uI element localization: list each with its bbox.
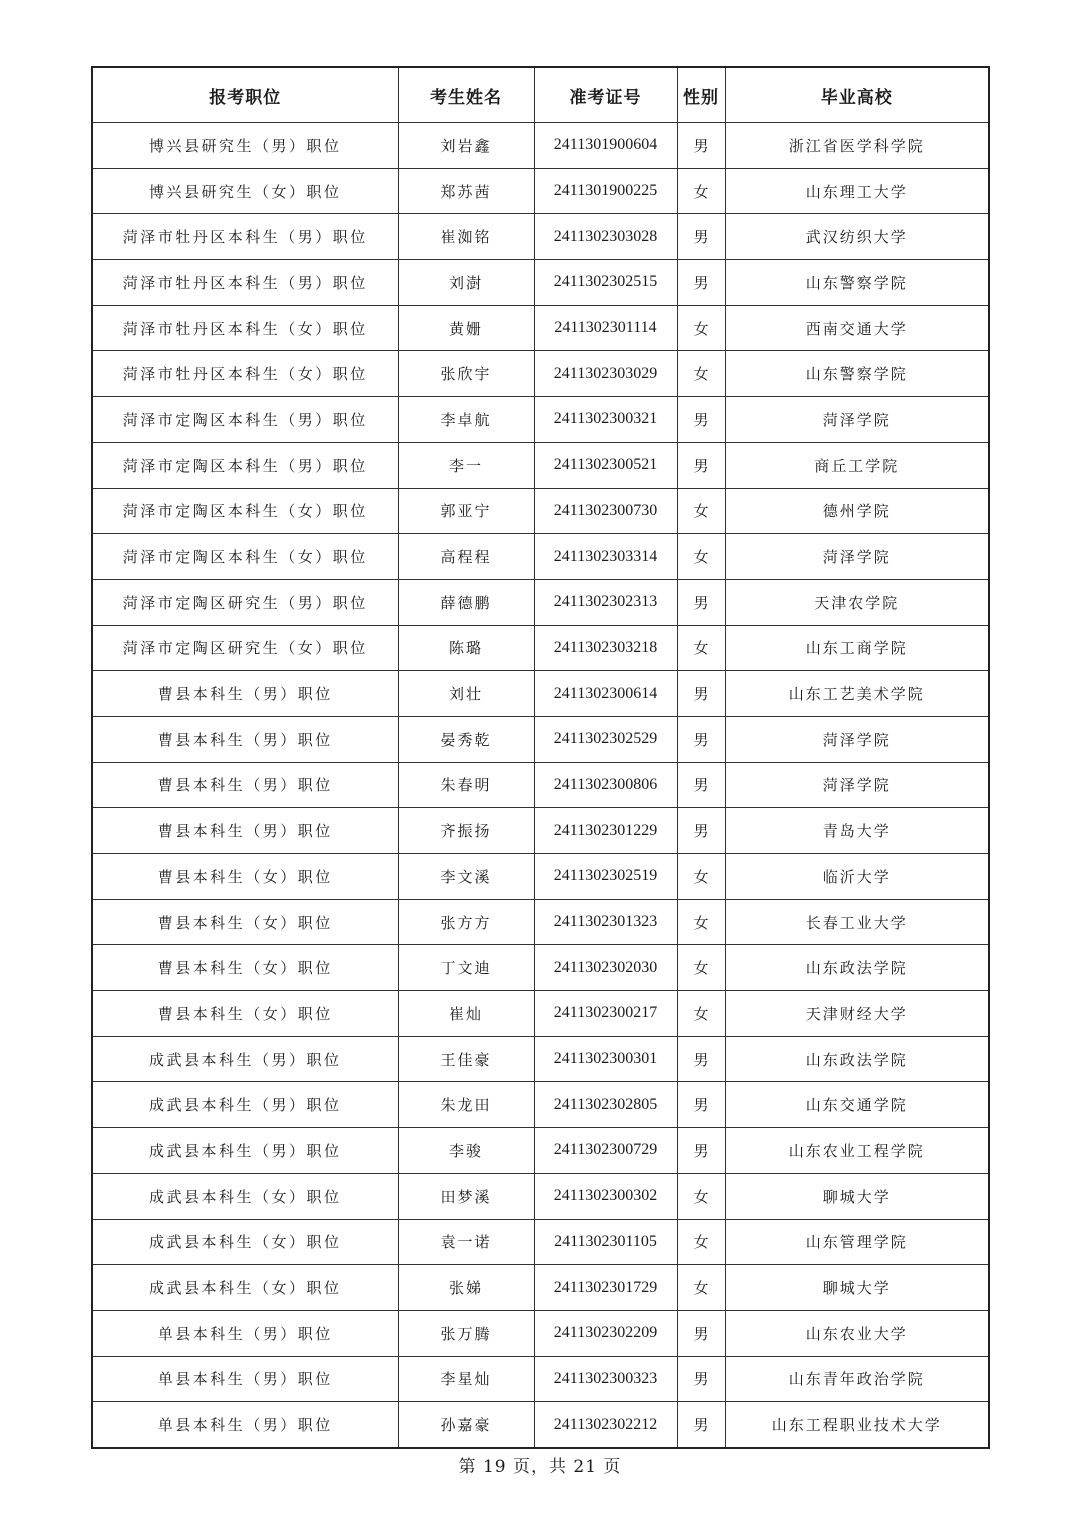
cell-gender: 女 bbox=[677, 854, 725, 900]
table-row bbox=[92, 625, 989, 671]
cell-position: 博兴县研究生（女）职位 bbox=[92, 168, 398, 214]
table-row bbox=[92, 671, 989, 717]
cell-name: 王佳豪 bbox=[398, 1036, 534, 1082]
cell-school: 浙江省医学科学院 bbox=[725, 123, 989, 169]
cell-name: 李骏 bbox=[398, 1128, 534, 1174]
cell-exam-number: 2411302300323 bbox=[534, 1356, 677, 1402]
candidate-table bbox=[91, 66, 990, 1449]
cell-gender: 男 bbox=[677, 442, 725, 488]
cell-gender: 男 bbox=[677, 1310, 725, 1356]
cell-name: 李星灿 bbox=[398, 1356, 534, 1402]
cell-gender: 男 bbox=[677, 1036, 725, 1082]
cell-position: 菏泽市牡丹区本科生（女）职位 bbox=[92, 351, 398, 397]
cell-position: 成武县本科生（女）职位 bbox=[92, 1265, 398, 1311]
cell-school: 临沂大学 bbox=[725, 854, 989, 900]
cell-school: 天津财经大学 bbox=[725, 991, 989, 1037]
cell-name: 田梦溪 bbox=[398, 1173, 534, 1219]
cell-school: 山东政法学院 bbox=[725, 1036, 989, 1082]
table-row bbox=[92, 397, 989, 443]
cell-name: 朱龙田 bbox=[398, 1082, 534, 1128]
cell-position: 曹县本科生（男）职位 bbox=[92, 808, 398, 854]
cell-gender: 女 bbox=[677, 488, 725, 534]
cell-gender: 女 bbox=[677, 899, 725, 945]
table-row bbox=[92, 579, 989, 625]
table-row bbox=[92, 1219, 989, 1265]
cell-exam-number: 2411302302313 bbox=[534, 579, 677, 625]
cell-name: 齐振扬 bbox=[398, 808, 534, 854]
cell-school: 青岛大学 bbox=[725, 808, 989, 854]
cell-school: 西南交通大学 bbox=[725, 305, 989, 351]
table-row bbox=[92, 351, 989, 397]
table-row bbox=[92, 1173, 989, 1219]
table-row bbox=[92, 899, 989, 945]
table-row bbox=[92, 214, 989, 260]
table-row bbox=[92, 762, 989, 808]
cell-exam-number: 2411302300806 bbox=[534, 762, 677, 808]
cell-position: 曹县本科生（男）职位 bbox=[92, 671, 398, 717]
cell-school: 山东交通学院 bbox=[725, 1082, 989, 1128]
cell-name: 郭亚宁 bbox=[398, 488, 534, 534]
cell-position: 成武县本科生（男）职位 bbox=[92, 1128, 398, 1174]
cell-gender: 女 bbox=[677, 305, 725, 351]
cell-school: 山东管理学院 bbox=[725, 1219, 989, 1265]
cell-gender: 男 bbox=[677, 808, 725, 854]
table-row bbox=[92, 1036, 989, 1082]
cell-exam-number: 2411302302030 bbox=[534, 945, 677, 991]
table-row bbox=[92, 123, 989, 169]
cell-exam-number: 2411302300301 bbox=[534, 1036, 677, 1082]
table-body bbox=[92, 123, 989, 1448]
cell-exam-number: 2411302301114 bbox=[534, 305, 677, 351]
table-header bbox=[92, 67, 989, 123]
cell-school: 德州学院 bbox=[725, 488, 989, 534]
cell-exam-number: 2411302300614 bbox=[534, 671, 677, 717]
cell-gender: 男 bbox=[677, 762, 725, 808]
cell-name: 崔洳铭 bbox=[398, 214, 534, 260]
cell-school: 聊城大学 bbox=[725, 1173, 989, 1219]
cell-name: 朱春明 bbox=[398, 762, 534, 808]
cell-name: 孙嘉豪 bbox=[398, 1402, 534, 1448]
cell-gender: 女 bbox=[677, 991, 725, 1037]
cell-school: 山东工商学院 bbox=[725, 625, 989, 671]
cell-position: 单县本科生（男）职位 bbox=[92, 1402, 398, 1448]
cell-exam-number: 2411302300217 bbox=[534, 991, 677, 1037]
cell-position: 成武县本科生（男）职位 bbox=[92, 1036, 398, 1082]
cell-position: 菏泽市定陶区本科生（女）职位 bbox=[92, 488, 398, 534]
cell-exam-number: 2411301900225 bbox=[534, 168, 677, 214]
cell-school: 菏泽学院 bbox=[725, 762, 989, 808]
cell-school: 聊城大学 bbox=[725, 1265, 989, 1311]
cell-position: 曹县本科生（女）职位 bbox=[92, 854, 398, 900]
cell-name: 郑苏茜 bbox=[398, 168, 534, 214]
cell-school: 长春工业大学 bbox=[725, 899, 989, 945]
cell-exam-number: 2411302301323 bbox=[534, 899, 677, 945]
cell-position: 曹县本科生（女）职位 bbox=[92, 991, 398, 1037]
cell-gender: 男 bbox=[677, 716, 725, 762]
cell-name: 刘岩鑫 bbox=[398, 123, 534, 169]
table-row bbox=[92, 488, 989, 534]
cell-school: 山东警察学院 bbox=[725, 351, 989, 397]
cell-school: 天津农学院 bbox=[725, 579, 989, 625]
cell-exam-number: 2411302300521 bbox=[534, 442, 677, 488]
cell-school: 山东工艺美术学院 bbox=[725, 671, 989, 717]
cell-exam-number: 2411302303218 bbox=[534, 625, 677, 671]
cell-exam-number: 2411302301229 bbox=[534, 808, 677, 854]
cell-exam-number: 2411302303028 bbox=[534, 214, 677, 260]
table-row bbox=[92, 991, 989, 1037]
cell-school: 山东政法学院 bbox=[725, 945, 989, 991]
table-row bbox=[92, 808, 989, 854]
cell-gender: 女 bbox=[677, 1265, 725, 1311]
header-exam-number: 准考证号 bbox=[534, 67, 677, 123]
header-gender: 性别 bbox=[677, 67, 725, 123]
cell-exam-number: 2411302301105 bbox=[534, 1219, 677, 1265]
cell-position: 曹县本科生（男）职位 bbox=[92, 716, 398, 762]
table-row bbox=[92, 260, 989, 306]
cell-exam-number: 2411302303029 bbox=[534, 351, 677, 397]
cell-gender: 男 bbox=[677, 579, 725, 625]
cell-position: 菏泽市定陶区本科生（女）职位 bbox=[92, 534, 398, 580]
cell-position: 成武县本科生（女）职位 bbox=[92, 1219, 398, 1265]
cell-school: 山东农业工程学院 bbox=[725, 1128, 989, 1174]
cell-exam-number: 2411302301729 bbox=[534, 1265, 677, 1311]
cell-name: 李一 bbox=[398, 442, 534, 488]
table-row bbox=[92, 945, 989, 991]
cell-gender: 女 bbox=[677, 945, 725, 991]
cell-school: 山东理工大学 bbox=[725, 168, 989, 214]
cell-school: 武汉纺织大学 bbox=[725, 214, 989, 260]
cell-name: 晏秀乾 bbox=[398, 716, 534, 762]
cell-gender: 女 bbox=[677, 351, 725, 397]
cell-exam-number: 2411302300302 bbox=[534, 1173, 677, 1219]
cell-position: 成武县本科生（男）职位 bbox=[92, 1082, 398, 1128]
cell-position: 菏泽市牡丹区本科生（女）职位 bbox=[92, 305, 398, 351]
cell-position: 博兴县研究生（男）职位 bbox=[92, 123, 398, 169]
cell-name: 丁文迪 bbox=[398, 945, 534, 991]
table-row bbox=[92, 1356, 989, 1402]
cell-school: 菏泽学院 bbox=[725, 397, 989, 443]
cell-position: 菏泽市牡丹区本科生（男）职位 bbox=[92, 214, 398, 260]
table-row bbox=[92, 1402, 989, 1448]
page-footer: 第 19 页，共 21 页 bbox=[458, 1457, 622, 1477]
cell-school: 商丘工学院 bbox=[725, 442, 989, 488]
cell-school: 山东农业大学 bbox=[725, 1310, 989, 1356]
cell-gender: 男 bbox=[677, 1128, 725, 1174]
header-name: 考生姓名 bbox=[398, 67, 534, 123]
cell-exam-number: 2411302302519 bbox=[534, 854, 677, 900]
cell-gender: 男 bbox=[677, 671, 725, 717]
header-school: 毕业高校 bbox=[725, 67, 989, 123]
table-row bbox=[92, 1265, 989, 1311]
cell-school: 菏泽学院 bbox=[725, 534, 989, 580]
cell-gender: 男 bbox=[677, 123, 725, 169]
cell-name: 张万腾 bbox=[398, 1310, 534, 1356]
cell-gender: 男 bbox=[677, 1082, 725, 1128]
cell-position: 曹县本科生（男）职位 bbox=[92, 762, 398, 808]
cell-position: 菏泽市定陶区本科生（男）职位 bbox=[92, 397, 398, 443]
cell-gender: 男 bbox=[677, 1356, 725, 1402]
cell-gender: 男 bbox=[677, 260, 725, 306]
table-row bbox=[92, 1128, 989, 1174]
cell-gender: 男 bbox=[677, 1402, 725, 1448]
cell-exam-number: 2411302300729 bbox=[534, 1128, 677, 1174]
cell-name: 陈璐 bbox=[398, 625, 534, 671]
cell-name: 张方方 bbox=[398, 899, 534, 945]
cell-gender: 女 bbox=[677, 1173, 725, 1219]
cell-gender: 女 bbox=[677, 168, 725, 214]
cell-gender: 男 bbox=[677, 397, 725, 443]
table-row bbox=[92, 716, 989, 762]
table-row bbox=[92, 854, 989, 900]
cell-name: 刘壮 bbox=[398, 671, 534, 717]
cell-gender: 女 bbox=[677, 1219, 725, 1265]
cell-exam-number: 2411302302805 bbox=[534, 1082, 677, 1128]
cell-exam-number: 2411302302529 bbox=[534, 716, 677, 762]
header-row bbox=[92, 67, 989, 123]
cell-name: 高程程 bbox=[398, 534, 534, 580]
cell-school: 山东工程职业技术大学 bbox=[725, 1402, 989, 1448]
cell-position: 成武县本科生（女）职位 bbox=[92, 1173, 398, 1219]
table-row bbox=[92, 168, 989, 214]
cell-position: 菏泽市牡丹区本科生（男）职位 bbox=[92, 260, 398, 306]
cell-gender: 女 bbox=[677, 625, 725, 671]
table-row bbox=[92, 534, 989, 580]
cell-exam-number: 2411301900604 bbox=[534, 123, 677, 169]
cell-gender: 女 bbox=[677, 534, 725, 580]
cell-name: 张娣 bbox=[398, 1265, 534, 1311]
cell-name: 黄姗 bbox=[398, 305, 534, 351]
cell-school: 山东青年政治学院 bbox=[725, 1356, 989, 1402]
cell-name: 崔灿 bbox=[398, 991, 534, 1037]
cell-position: 曹县本科生（女）职位 bbox=[92, 945, 398, 991]
cell-position: 菏泽市定陶区本科生（男）职位 bbox=[92, 442, 398, 488]
cell-name: 李卓航 bbox=[398, 397, 534, 443]
cell-position: 菏泽市定陶区研究生（女）职位 bbox=[92, 625, 398, 671]
cell-position: 单县本科生（男）职位 bbox=[92, 1356, 398, 1402]
cell-exam-number: 2411302302212 bbox=[534, 1402, 677, 1448]
cell-exam-number: 2411302302209 bbox=[534, 1310, 677, 1356]
table-row bbox=[92, 1082, 989, 1128]
table-row bbox=[92, 305, 989, 351]
cell-gender: 男 bbox=[677, 214, 725, 260]
cell-exam-number: 2411302300730 bbox=[534, 488, 677, 534]
cell-name: 刘澍 bbox=[398, 260, 534, 306]
cell-position: 单县本科生（男）职位 bbox=[92, 1310, 398, 1356]
cell-school: 菏泽学院 bbox=[725, 716, 989, 762]
cell-position: 菏泽市定陶区研究生（男）职位 bbox=[92, 579, 398, 625]
table-row bbox=[92, 1310, 989, 1356]
cell-name: 李文溪 bbox=[398, 854, 534, 900]
cell-name: 薛德鹏 bbox=[398, 579, 534, 625]
cell-exam-number: 2411302302515 bbox=[534, 260, 677, 306]
header-position: 报考职位 bbox=[92, 67, 398, 123]
cell-name: 袁一诺 bbox=[398, 1219, 534, 1265]
cell-school: 山东警察学院 bbox=[725, 260, 989, 306]
cell-position: 曹县本科生（女）职位 bbox=[92, 899, 398, 945]
table-row bbox=[92, 442, 989, 488]
cell-name: 张欣宇 bbox=[398, 351, 534, 397]
cell-exam-number: 2411302303314 bbox=[534, 534, 677, 580]
cell-exam-number: 2411302300321 bbox=[534, 397, 677, 443]
